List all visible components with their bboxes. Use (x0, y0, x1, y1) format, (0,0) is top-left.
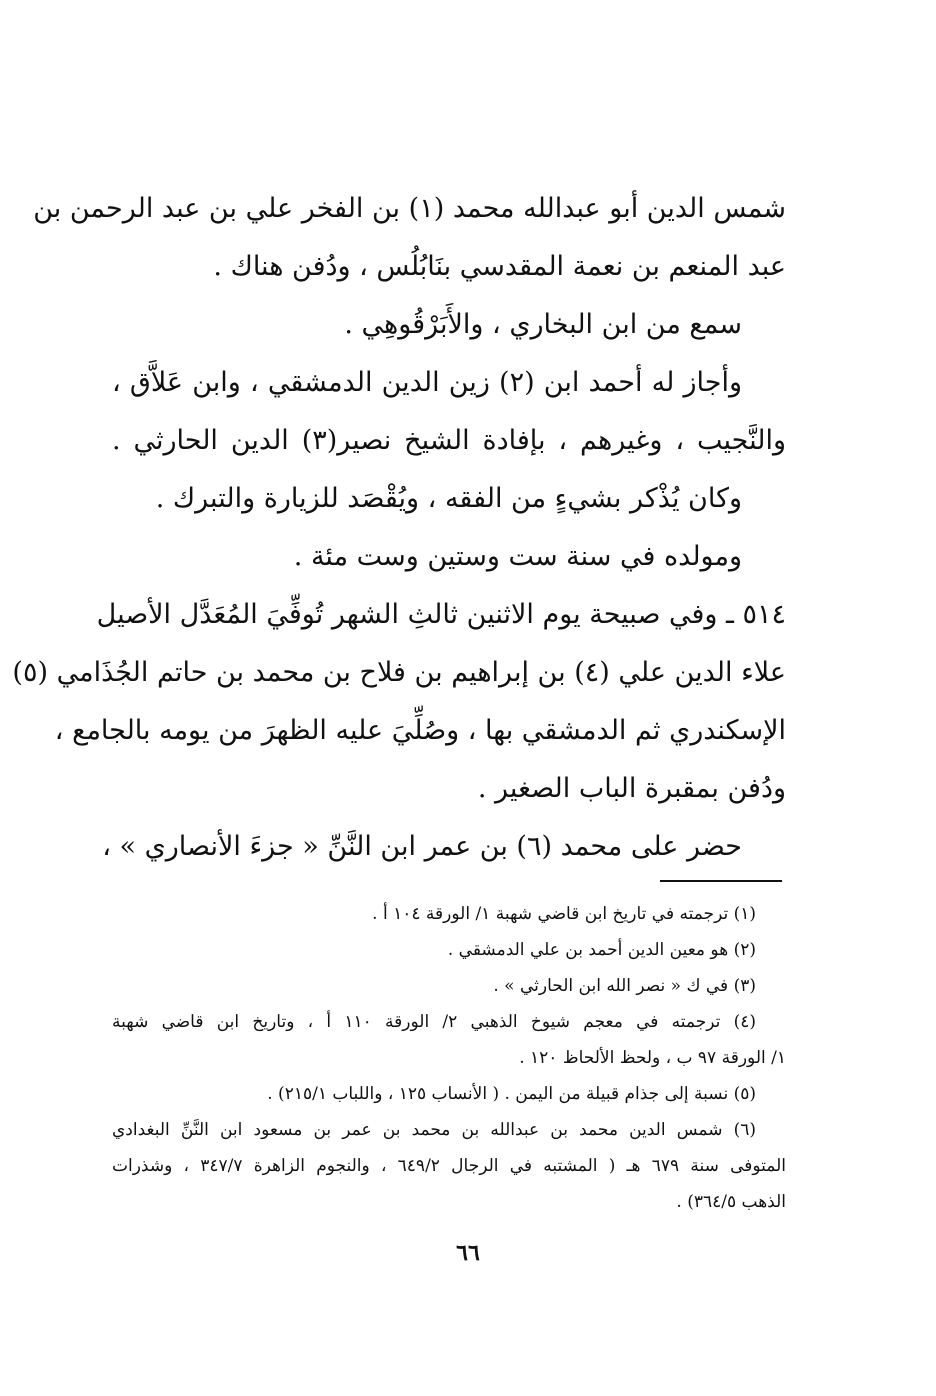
footnote-line: (٤) ترجمته في معجم شيوخ الذهبي ٢/ الورقة ١١٠ أ ، وتاريخ ابن قاضي شهبة (112, 1012, 757, 1032)
text-line: حضر على محمد (٦) بن عمر ابن النَّنِّ « جزءَ الأنصاري » ، (102, 831, 742, 862)
text-line: ومولده في سنة ست وستين وست مئة . (293, 541, 742, 572)
text-line: عبد المنعم بن نعمة المقدسي بنَابُلُس ، ودُفن هناك . (213, 251, 786, 282)
footnote-line: (٢) هو معين الدين أحمد بن علي الدمشقي . (447, 940, 756, 960)
text-line: شمس الدين أبو عبدالله محمد (١) بن الفخر علي بن عبد الرحمن بن (33, 193, 786, 224)
footnote-separator (660, 880, 782, 882)
footnote-line: المتوفى سنة ٦٧٩ هـ ( المشتبه في الرجال ٦٤٩/٢ ، والنجوم الزاهرة ٣٤٧/٧ ، وشذرات (112, 1156, 787, 1176)
text-line: وأجاز له أحمد ابن (٢) زين الدين الدمشقي ، وابن عَلاَّق ، (112, 367, 742, 398)
text-line: علاء الدين علي (٤) بن إبراهيم بن فلاح بن محمد بن حاتم الجُذَامي (٥) (12, 657, 786, 688)
text-line: والنَّجيب ، وغيرهم ، بإفادة الشيخ نصير(٣) الدين الحارثي . (112, 425, 786, 456)
footnote-line: (٦) شمس الدين محمد بن عبدالله بن محمد بن عمر بن مسعود ابن النَّنِّ البغدادي (112, 1120, 756, 1140)
text-line: وكان يُذْكر بشيءٍ من الفقه ، ويُقْصَد للزيارة والتبرك . (155, 483, 742, 514)
footnote-line: ١/ الورقة ٩٧ ب ، ولحظ الألحاظ ١٢٠ . (519, 1048, 786, 1068)
text-line: ودُفن بمقبرة الباب الصغير . (477, 773, 786, 804)
footnote-line: (١) ترجمته في تاريخ ابن قاضي شهبة ١/ الورقة ١٠٤ أ . (372, 904, 756, 924)
main-text (12, 180, 786, 876)
footnote-line: الذهب ٣٦٤/٥) . (676, 1192, 786, 1212)
page-number: ٦٦ (456, 1240, 480, 1266)
footnote-line: (٣) في ك « نصر الله ابن الحارثي » . (493, 976, 756, 996)
text-line: سمع من ابن البخاري ، والأَبَرْقُوهِي . (344, 309, 742, 340)
text-line: الإسكندري ثم الدمشقي بها ، وصُلِّيَ عليه الظهرَ من يومه بالجامع ، (54, 715, 786, 746)
entry-heading-line: ٥١٤ ـ وفي صبيحة يوم الاثنين ثالثِ الشهر تُوفِّيَ المُعَدَّل الأصيل (96, 599, 786, 630)
footnotes (112, 896, 786, 1220)
footnote-line: (٥) نسبة إلى جذام قبيلة من اليمن . ( الأنساب ١٢٥ ، واللباب ٢١٥/١) . (267, 1084, 756, 1104)
